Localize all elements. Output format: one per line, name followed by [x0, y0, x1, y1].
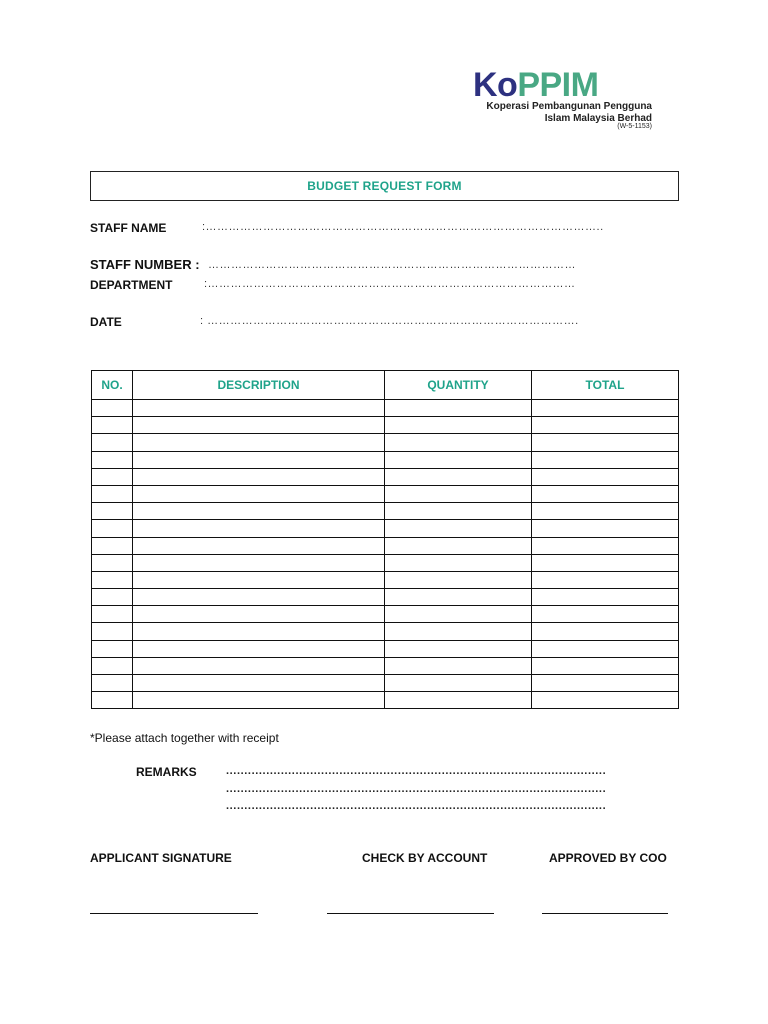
- cell-no[interactable]: [92, 537, 133, 554]
- table-row: [92, 692, 679, 709]
- cell-quantity[interactable]: [385, 606, 532, 623]
- cell-no[interactable]: [92, 468, 133, 485]
- cell-quantity[interactable]: [385, 520, 532, 537]
- date-field[interactable]: : …………………………………………………………………………………….: [200, 315, 579, 327]
- cell-total[interactable]: [532, 537, 679, 554]
- cell-quantity[interactable]: [385, 640, 532, 657]
- table-row: [92, 451, 679, 468]
- table-row: [92, 623, 679, 640]
- cell-no[interactable]: [92, 640, 133, 657]
- cell-description[interactable]: [133, 520, 385, 537]
- cell-total[interactable]: [532, 657, 679, 674]
- cell-quantity[interactable]: [385, 657, 532, 674]
- cell-total[interactable]: [532, 451, 679, 468]
- cell-description[interactable]: [133, 571, 385, 588]
- budget-items-table: [91, 370, 679, 709]
- logo-wordmark-ko: Ko: [473, 66, 518, 104]
- cell-total[interactable]: [532, 417, 679, 434]
- logo-wordmark: [473, 68, 598, 102]
- cell-quantity[interactable]: [385, 554, 532, 571]
- cell-description[interactable]: [133, 657, 385, 674]
- cell-description[interactable]: [133, 468, 385, 485]
- coo-signature-line[interactable]: [542, 913, 668, 914]
- cell-no[interactable]: [92, 657, 133, 674]
- logo-registration: (W-5-1153): [617, 123, 652, 130]
- table-row: [92, 606, 679, 623]
- cell-quantity[interactable]: [385, 434, 532, 451]
- form-title-box: [90, 171, 679, 201]
- table-row: [92, 485, 679, 502]
- cell-total[interactable]: [532, 468, 679, 485]
- cell-total[interactable]: [532, 434, 679, 451]
- cell-description[interactable]: [133, 623, 385, 640]
- cell-no[interactable]: [92, 503, 133, 520]
- header-no: NO.: [92, 371, 133, 400]
- cell-description[interactable]: [133, 417, 385, 434]
- table-row: [92, 675, 679, 692]
- applicant-signature-line[interactable]: [90, 913, 258, 914]
- cell-quantity[interactable]: [385, 692, 532, 709]
- staff-number-field[interactable]: ……………………………………………………………………………………: [208, 259, 576, 271]
- cell-quantity[interactable]: [385, 571, 532, 588]
- remarks-line-1[interactable]: ........................................................................................................: [226, 765, 607, 777]
- staff-name-field[interactable]: :…………………………………………………………………………………………..: [202, 221, 604, 233]
- cell-no[interactable]: [92, 520, 133, 537]
- cell-description[interactable]: [133, 400, 385, 417]
- staff-number-label: STAFF NUMBER :: [90, 257, 200, 272]
- cell-description[interactable]: [133, 537, 385, 554]
- cell-quantity[interactable]: [385, 400, 532, 417]
- cell-total[interactable]: [532, 520, 679, 537]
- cell-total[interactable]: [532, 571, 679, 588]
- cell-no[interactable]: [92, 434, 133, 451]
- cell-no[interactable]: [92, 675, 133, 692]
- cell-quantity[interactable]: [385, 468, 532, 485]
- header-total: TOTAL: [532, 371, 679, 400]
- table-row: [92, 468, 679, 485]
- cell-total[interactable]: [532, 623, 679, 640]
- form-title: BUDGET REQUEST FORM: [307, 179, 462, 193]
- koppim-logo: [470, 68, 660, 132]
- cell-description[interactable]: [133, 485, 385, 502]
- cell-total[interactable]: [532, 589, 679, 606]
- cell-no[interactable]: [92, 692, 133, 709]
- header-description: DESCRIPTION: [133, 371, 385, 400]
- receipt-note: *Please attach together with receipt: [90, 731, 279, 745]
- check-by-account-label: CHECK BY ACCOUNT: [362, 851, 488, 865]
- table-row: [92, 554, 679, 571]
- cell-quantity[interactable]: [385, 451, 532, 468]
- table-row: [92, 640, 679, 657]
- cell-quantity[interactable]: [385, 537, 532, 554]
- cell-description[interactable]: [133, 589, 385, 606]
- department-label: DEPARTMENT: [90, 278, 173, 292]
- cell-no[interactable]: [92, 485, 133, 502]
- applicant-signature-label: APPLICANT SIGNATURE: [90, 851, 232, 865]
- cell-no[interactable]: [92, 451, 133, 468]
- cell-description[interactable]: [133, 503, 385, 520]
- logo-wordmark-ppim: PPIM: [517, 66, 599, 104]
- cell-description[interactable]: [133, 692, 385, 709]
- cell-total[interactable]: [532, 640, 679, 657]
- cell-description[interactable]: [133, 675, 385, 692]
- approved-by-coo-label: APPROVED BY COO: [549, 851, 667, 865]
- cell-no[interactable]: [92, 571, 133, 588]
- cell-no[interactable]: [92, 606, 133, 623]
- date-label: DATE: [90, 315, 122, 329]
- header-quantity: QUANTITY: [385, 371, 532, 400]
- table-row: [92, 520, 679, 537]
- cell-no[interactable]: [92, 554, 133, 571]
- table-row: [92, 417, 679, 434]
- table-row: [92, 434, 679, 451]
- remarks-label: REMARKS: [136, 765, 197, 779]
- cell-quantity[interactable]: [385, 623, 532, 640]
- cell-no[interactable]: [92, 623, 133, 640]
- cell-description[interactable]: [133, 554, 385, 571]
- cell-quantity[interactable]: [385, 589, 532, 606]
- staff-name-label: STAFF NAME: [90, 221, 167, 235]
- cell-quantity[interactable]: [385, 503, 532, 520]
- cell-total[interactable]: [532, 503, 679, 520]
- cell-description[interactable]: [133, 640, 385, 657]
- table-header-row: [92, 371, 679, 400]
- remarks-line-3[interactable]: ........................................................................................................: [226, 800, 607, 812]
- account-signature-line[interactable]: [327, 913, 494, 914]
- cell-description[interactable]: [133, 451, 385, 468]
- cell-quantity[interactable]: [385, 675, 532, 692]
- cell-quantity[interactable]: [385, 417, 532, 434]
- cell-total[interactable]: [532, 400, 679, 417]
- cell-no[interactable]: [92, 400, 133, 417]
- table-row: [92, 400, 679, 417]
- cell-total[interactable]: [532, 554, 679, 571]
- table-row: [92, 571, 679, 588]
- cell-quantity[interactable]: [385, 485, 532, 502]
- table-row: [92, 657, 679, 674]
- cell-description[interactable]: [133, 434, 385, 451]
- remarks-line-2[interactable]: ........................................................................................................: [226, 783, 607, 795]
- cell-total[interactable]: [532, 606, 679, 623]
- logo-line-1: Koperasi Pembangunan Pengguna: [486, 101, 652, 112]
- table-body: [92, 400, 679, 709]
- cell-total[interactable]: [532, 485, 679, 502]
- cell-no[interactable]: [92, 417, 133, 434]
- department-field[interactable]: :……………………………………………………………………………………: [204, 278, 576, 290]
- cell-no[interactable]: [92, 589, 133, 606]
- table-row: [92, 537, 679, 554]
- cell-description[interactable]: [133, 606, 385, 623]
- table-row: [92, 503, 679, 520]
- cell-total[interactable]: [532, 675, 679, 692]
- table-row: [92, 589, 679, 606]
- logo-line-2: Islam Malaysia Berhad: [544, 113, 652, 124]
- cell-total[interactable]: [532, 692, 679, 709]
